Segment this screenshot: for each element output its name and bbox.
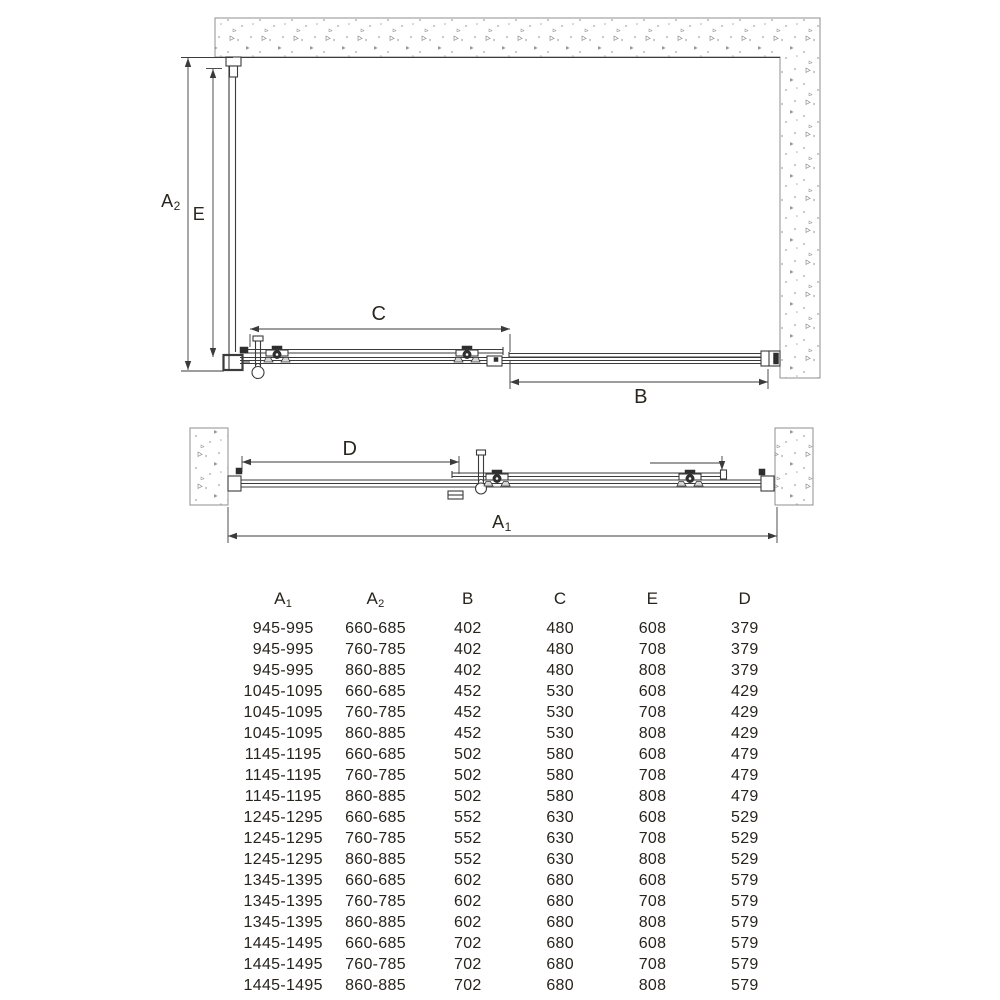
table-cell: 552	[454, 829, 482, 847]
right-wall-bracket	[761, 351, 780, 366]
table-cell: 479	[731, 766, 759, 784]
table-row	[237, 975, 791, 996]
table-cell: 945-995	[252, 661, 314, 679]
table-row	[237, 891, 791, 912]
table-cell: 379	[731, 661, 759, 679]
table-cell: 602	[454, 913, 482, 931]
table-cell: 760-785	[345, 892, 406, 910]
table-cell: 580	[546, 745, 574, 763]
table-cell: 402	[454, 661, 482, 679]
table-row	[237, 912, 791, 933]
table-cell: 1245-1295	[243, 808, 323, 826]
table-cell: 608	[638, 934, 667, 952]
table-cell: 760-785	[345, 955, 406, 973]
table-row	[237, 870, 791, 891]
table-cell: 760-785	[345, 766, 406, 784]
table-cell: 860-885	[345, 976, 406, 994]
dimension-d	[242, 438, 459, 474]
table-cell: 608	[638, 871, 667, 889]
table-cell: 379	[731, 619, 759, 637]
table-cell: 708	[638, 703, 667, 721]
right-wall-stub	[775, 428, 813, 505]
table-row	[237, 639, 791, 660]
table-cell: 760-785	[345, 829, 406, 847]
table-cell: 480	[546, 619, 574, 637]
table-cell: 1445-1495	[243, 955, 323, 973]
plan-view	[161, 18, 820, 408]
roller-icon	[454, 346, 480, 362]
table-cell: 479	[731, 745, 759, 763]
table-cell: 808	[638, 661, 667, 679]
table-cell: 702	[454, 934, 482, 952]
table-cell: 530	[546, 703, 574, 721]
table-header-cell: B	[462, 589, 474, 608]
table-cell: 680	[546, 913, 574, 931]
table-cell: 808	[638, 976, 667, 994]
table-cell: 1045-1095	[243, 682, 323, 700]
table-row	[237, 786, 791, 807]
wall-l-shape	[215, 18, 820, 378]
table-row	[237, 828, 791, 849]
table-row	[237, 807, 791, 828]
table-header-cell: $A_2$	[366, 588, 385, 610]
table-cell: 502	[454, 787, 482, 805]
table-cell: 429	[731, 682, 759, 700]
table-cell: 502	[454, 745, 482, 763]
table-cell: 860-885	[345, 661, 406, 679]
table-cell: 480	[546, 661, 574, 679]
roller-icon	[264, 346, 290, 362]
table-cell: 660-685	[345, 808, 406, 826]
table-cell: 1045-1095	[243, 703, 323, 721]
frame	[226, 57, 780, 371]
table-cell: 579	[731, 976, 759, 994]
table-cell: 808	[638, 787, 667, 805]
table-row	[237, 681, 791, 702]
table-row	[237, 954, 791, 975]
c-anchor-block	[240, 347, 248, 353]
table-cell: 580	[546, 766, 574, 784]
table-cell: 429	[731, 724, 759, 742]
table-cell: 708	[638, 640, 667, 658]
table-cell: 579	[731, 955, 759, 973]
table-cell: 379	[731, 640, 759, 658]
table-cell: 579	[731, 913, 759, 931]
left-wall-stub	[190, 428, 228, 505]
table-cell: 529	[731, 808, 759, 826]
table-cell: 429	[731, 703, 759, 721]
table-cell: 402	[454, 640, 482, 658]
table-row	[237, 723, 791, 744]
table-cell: 1345-1395	[243, 913, 323, 931]
table-header-row	[237, 588, 791, 610]
table-cell: 702	[454, 976, 482, 994]
table-cell: 452	[454, 682, 482, 700]
dimension-c	[250, 303, 510, 352]
table-row	[237, 702, 791, 723]
top-wall-profile	[226, 57, 241, 66]
table-cell: 480	[546, 640, 574, 658]
dim-label-b: B	[634, 386, 648, 408]
table-cell: 1445-1495	[243, 934, 323, 952]
table-cell: 860-885	[345, 787, 406, 805]
table-row	[237, 744, 791, 765]
table-cell: 1445-1495	[243, 976, 323, 994]
table-cell: 680	[546, 976, 574, 994]
table-cell: 580	[546, 787, 574, 805]
table-cell: 660-685	[345, 682, 406, 700]
table-cell: 1345-1395	[243, 871, 323, 889]
table-cell: 602	[454, 871, 482, 889]
table-cell: 452	[454, 724, 482, 742]
table-cell: 660-685	[345, 871, 406, 889]
dim-label-e: E	[192, 204, 206, 224]
dim-label-d: D	[342, 438, 358, 460]
table-row	[237, 849, 791, 870]
table-cell: 808	[638, 913, 667, 931]
table-cell: 630	[546, 829, 574, 847]
dimension-a1	[228, 507, 777, 543]
table-cell: 708	[638, 829, 667, 847]
table-cell: 1145-1195	[244, 787, 322, 805]
table-cell: 760-785	[345, 703, 406, 721]
table-cell: 552	[454, 850, 482, 868]
table-cell: 502	[454, 766, 482, 784]
table-row	[237, 933, 791, 954]
dim-label-a2: A2	[161, 191, 181, 213]
table-cell: 608	[638, 682, 667, 700]
table-cell: 608	[638, 808, 667, 826]
dim-label-c: C	[371, 303, 387, 325]
table-cell: 608	[638, 745, 667, 763]
table-cell: 660-685	[345, 745, 406, 763]
table-header-cell: $A_1$	[274, 588, 293, 610]
left-bottom-bracket	[224, 355, 243, 370]
dimension-table	[237, 588, 791, 996]
table-cell: 680	[546, 934, 574, 952]
table-cell: 945-995	[252, 640, 314, 658]
table-cell: 579	[731, 871, 759, 889]
table-row	[237, 660, 791, 681]
table-header-cell: D	[738, 589, 752, 608]
table-cell: 702	[454, 955, 482, 973]
table-cell: 608	[638, 619, 667, 637]
dim-label-a1: A1	[492, 512, 512, 534]
table-cell: 808	[638, 724, 667, 742]
table-cell: 630	[546, 850, 574, 868]
table-cell: 660-685	[345, 934, 406, 952]
table-cell: 708	[638, 955, 667, 973]
dimension-b	[510, 360, 768, 408]
table-cell: 760-785	[345, 640, 406, 658]
table-row	[237, 765, 791, 786]
table-cell: 579	[731, 934, 759, 952]
table-cell: 945-995	[252, 619, 314, 637]
front-view	[190, 428, 813, 543]
table-cell: 680	[546, 955, 574, 973]
table-cell: 552	[454, 808, 482, 826]
table-header-cell: C	[553, 589, 567, 608]
table-cell: 529	[731, 829, 759, 847]
table-cell: 402	[454, 619, 482, 637]
table-cell: 1245-1295	[243, 850, 323, 868]
table-cell: 530	[546, 682, 574, 700]
dimension-e	[193, 69, 222, 358]
table-row	[237, 618, 791, 639]
table-cell: 1045-1095	[243, 724, 323, 742]
table-cell: 530	[546, 724, 574, 742]
table-cell: 630	[546, 808, 574, 826]
table-cell: 680	[546, 871, 574, 889]
table-cell: 660-685	[345, 619, 406, 637]
table-cell: 1345-1395	[243, 892, 323, 910]
table-header-cell: E	[646, 589, 659, 608]
table-cell: 860-885	[345, 913, 406, 931]
table-cell: 602	[454, 892, 482, 910]
table-cell: 1145-1195	[244, 766, 322, 784]
table-cell: 680	[546, 892, 574, 910]
table-cell: 1145-1195	[244, 745, 322, 763]
table-cell: 1245-1295	[243, 829, 323, 847]
table-cell: 452	[454, 703, 482, 721]
rail-assembly	[228, 450, 774, 499]
table-cell: 529	[731, 850, 759, 868]
table-cell: 708	[638, 766, 667, 784]
table-cell: 860-885	[345, 850, 406, 868]
door-handle	[476, 450, 487, 494]
bottom-rail-assembly	[224, 336, 781, 379]
table-cell: 708	[638, 892, 667, 910]
table-cell: 579	[731, 892, 759, 910]
table-cell: 808	[638, 850, 667, 868]
table-cell: 479	[731, 787, 759, 805]
table-cell: 860-885	[345, 724, 406, 742]
